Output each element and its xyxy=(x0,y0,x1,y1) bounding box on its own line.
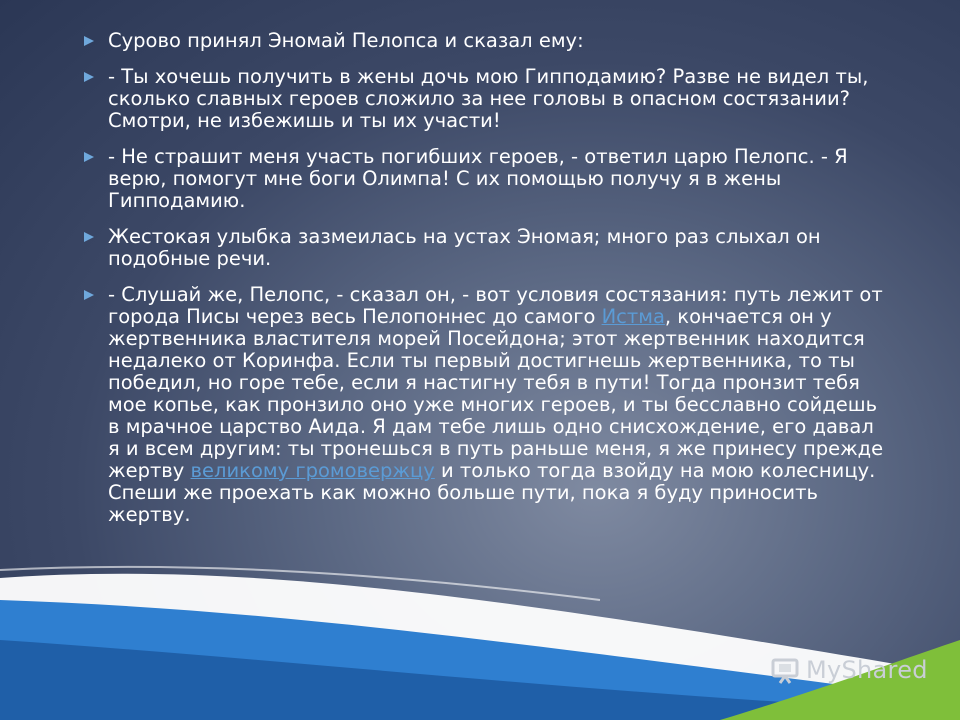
bullet-list xyxy=(84,30,884,540)
arrow-bullet-icon xyxy=(84,290,94,300)
arrow-bullet-icon xyxy=(84,152,94,162)
bullet-item xyxy=(84,284,884,526)
link-istm[interactable]: Истма xyxy=(601,305,665,328)
bullet-text-part: , кончается он у жертвенника властителя морей Посейдона; этот жертвенник находится недалеко от Коринфа. Если ты первый достигнешь жертвенника, то ты победил, но горе тебе, если я настигну тебя в пути! Тогда пронзит тебя мое копье, как пронзило оно уже многих героев, и ты бесславно сойдешь в мрачное царство Аида. Я дам тебе лишь одно снисхождение, его давал я и всем другим: ты тронешься в путь раньше меня, я же принесу прежде жертву xyxy=(108,305,884,482)
bullet-item xyxy=(84,30,884,52)
bullet-item xyxy=(84,146,884,212)
bullet-item xyxy=(84,66,884,132)
arrow-bullet-icon xyxy=(84,72,94,82)
arrow-bullet-icon xyxy=(84,232,94,242)
watermark-logo xyxy=(770,656,928,684)
bullet-item xyxy=(84,226,884,270)
bullet-text: - Не страшит меня участь погибших героев, - ответил царю Пелопс. - Я верю, помогут мне боги Олимпа! С их помощью получу я в жены Гипподамию. xyxy=(108,145,848,212)
bullet-text-part: - Слушай же, Пелопс, - сказал он, - вот условия состязания: путь лежит от города Писы через весь Пелопоннес до самого xyxy=(108,283,883,328)
bullet-text-part: и только тогда взойду на мою колесницу. Спеши же проехать как можно больше пути, пока я буду приносить жертву. xyxy=(108,459,876,526)
presentation-board-icon xyxy=(770,656,800,684)
arrow-bullet-icon xyxy=(84,36,94,46)
bullet-text: Сурово принял Эномай Пелопса и сказал ему: xyxy=(108,29,584,52)
bullet-text: - Ты хочешь получить в жены дочь мою Гипподамию? Разве не видел ты, сколько славных героев сложило за нее головы в опасном состязании? Смотри, не избежишь и ты их участи! xyxy=(108,65,869,132)
watermark-text: MyShared xyxy=(806,656,928,684)
bullet-text: Жестокая улыбка зазмеилась на устах Эномая; много раз слыхал он подобные речи. xyxy=(108,225,821,270)
link-great-thunderer[interactable]: великому громовержцу xyxy=(190,459,435,482)
